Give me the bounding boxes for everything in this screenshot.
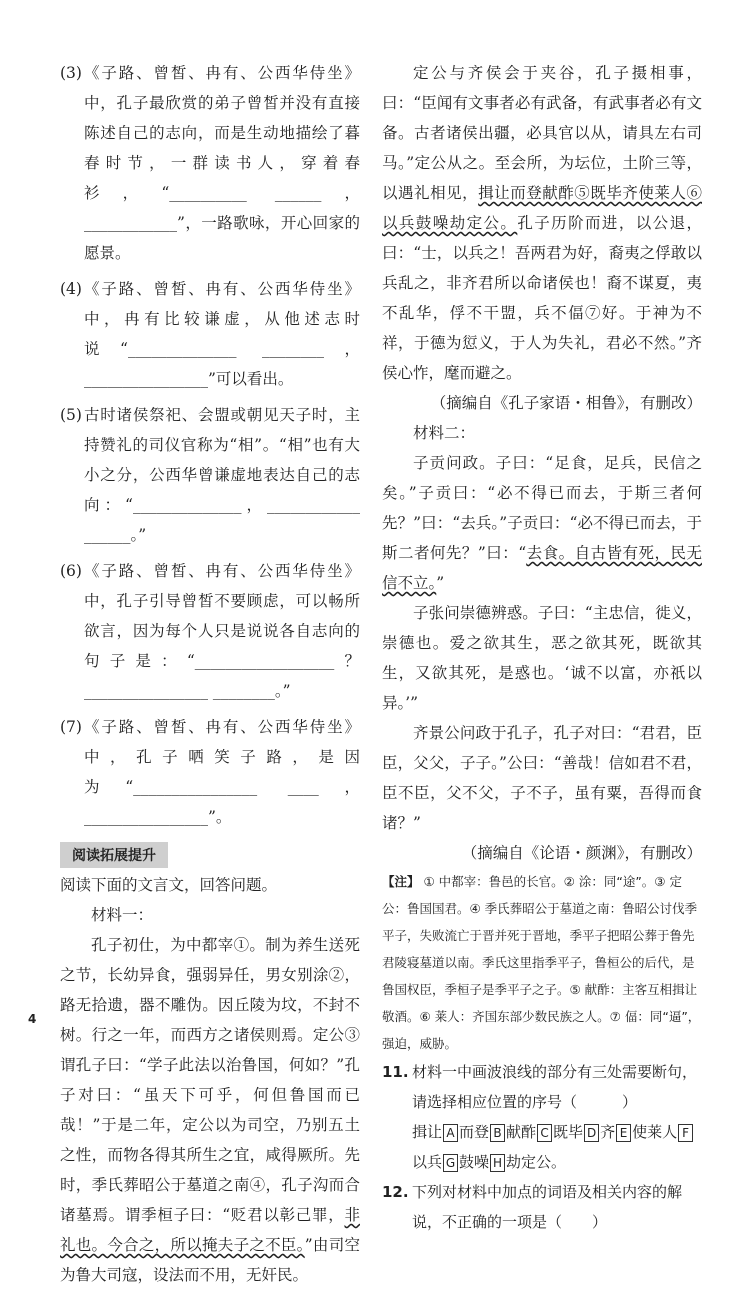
material-1-label: 材料一： (91, 906, 154, 924)
right-column (382, 58, 702, 1237)
break-option-text: 既毕 (553, 1123, 584, 1141)
question-number: (4) (60, 280, 82, 298)
citation-2: （摘编自《论语・颜渊》，有删改） (461, 844, 702, 862)
question-text: 《子路、曾皙、冉有、公西华侍坐》中，孔子哂笑子路，是因为“________________ ____，________________”。 (84, 718, 360, 826)
reading-intro: 阅读下面的文言文，回答问题。 (60, 876, 278, 894)
break-option-box: D (584, 1124, 599, 1142)
question-number: (3) (60, 64, 82, 82)
question-number: (6) (60, 562, 82, 580)
break-option-text: 使莱人 (632, 1123, 678, 1141)
material-2-paragraph-2: 子张问崇德辨惑。子曰：“主忠信，徙义，崇德也。爱之欲其生，恶之欲其死，既欲其生，又欲其死，是惑也。‘诚不以富，亦祇以异。’” (382, 604, 702, 712)
question-text: 《子路、曾皙、冉有、公西华侍坐》中，冉有比较谦虚，从他述志时说“______________ ________，________________”可以看出。 (84, 280, 360, 388)
break-position-options (412, 1123, 694, 1171)
question-5 (60, 400, 360, 550)
material-2-paragraph-3: 齐景公问政于孔子，孔子对曰：“君君，臣臣，父父，子子。”公曰：“善哉！信如君不君，臣不臣，父不父，子不子，虽有粟，吾得而食诸？” (382, 724, 702, 832)
break-option-text: 劫定公。 (506, 1153, 567, 1171)
wavy-underlined-text: 非礼也。今合之，所以掩夫子之不臣。 (60, 1206, 360, 1254)
question-11 (382, 1057, 702, 1177)
break-option-box: G (443, 1154, 458, 1172)
question-7 (60, 712, 360, 832)
material-2-paragraph-1 (382, 448, 702, 598)
break-option-text: 揖让 (412, 1123, 443, 1141)
question-12 (382, 1177, 702, 1237)
material-1-paragraph-2 (382, 58, 702, 388)
question-text: 《子路、曾皙、冉有、公西华侍坐》中，孔子最欣赏的弟子曾皙并没有直接陈述自己的志向，而是生动地描绘了暮春时节，一群读书人，穿着春衫，“__________ ______，____________”，一路歌咏，开心回家的愿景。 (84, 64, 360, 262)
paragraph-text: 子贡问政。子曰：“足食，足兵，民信之矣。”子贡曰：“必不得已而去，于斯三者何先？”曰：“去兵。”子贡曰：“必不得已而去，于斯二者何先？”曰：“ (382, 454, 702, 562)
break-option-box: C (537, 1124, 552, 1142)
section-title: 阅读拓展提升 (60, 842, 168, 868)
wavy-underlined-text: 去食。自古皆有死，民无信不立。 (382, 544, 702, 592)
question-6 (60, 556, 360, 706)
break-option-box: E (616, 1124, 631, 1142)
question-number: 11. (382, 1063, 409, 1081)
annotation-notes (382, 868, 702, 1057)
break-option-text: 以兵 (412, 1153, 443, 1171)
question-text: 下列对材料中加点的词语及相关内容的解说，不正确的一项是（ ） (412, 1183, 683, 1231)
left-column (60, 58, 360, 1290)
break-option-text: 鼓噪 (459, 1153, 490, 1171)
question-text: 古时诸侯祭祀、会盟或朝见天子时，主持赞礼的司仪官称为“相”。“相”也有大小之分，公西华曾谦虚地表达自己的志向：“______________，____________ ______。” (84, 406, 360, 544)
break-option-text: 献酢 (506, 1123, 537, 1141)
material-1-paragraph-1 (60, 930, 360, 1290)
question-3 (60, 58, 360, 268)
question-text: 《子路、曾皙、冉有、公西华侍坐》中，孔子引导曾皙不要顾虑，可以畅所欲言，因为每个人只是说说各自志向的句子是：“__________________？________________ ________。” (84, 562, 360, 700)
question-number: (5) (60, 406, 82, 424)
note-text: ① 中都宰：鲁邑的长官。② 涂：同“途”。③ 定公：鲁国国君。④ 季氏葬昭公于墓道之南：鲁昭公讨伐季平子，失败流亡于晋并死于晋地，季平子把昭公葬于鲁先君陵寝墓道以南。季氏这里指季平子，鲁桓公的后代，是鲁国权臣，季桓子是季平子之子。⑤ 献酢：主客互相揖让敬酒。⑥ 莱人：齐国东部少数民族之人。⑦ 偪：同“逼”，强迫，威胁。 (382, 874, 701, 1051)
break-option-text: 齐 (600, 1123, 616, 1141)
break-option-box: A (443, 1124, 458, 1142)
break-option-box: B (490, 1124, 505, 1142)
paragraph-text: 定公与齐侯会于夹谷，孔子摄相事，曰：“臣闻有文事者必有武备，有武事者必有文备。古者诸侯出疆，必具官以从，请具左右司马。”定公从之。至会所，为坛位，土阶三等，以遇礼相见， (382, 64, 702, 202)
page-number: 4 (28, 1012, 37, 1026)
paragraph-text: ”由司空为鲁大司寇，设法而不用，无奸民。 (60, 1236, 360, 1284)
paragraph-text: 孔子初仕，为中都宰①。制为养生送死之节，长幼异食，强弱异任，男女别涂②，路无拾遗，器不雕伪。因丘陵为坟，不封不树。行之一年，而西方之诸侯则焉。定公③谓孔子曰：“学子此法以治鲁国，何如？”孔子对曰：“虽天下可乎，何但鲁国而已哉！”于是二年，定公以为司空，乃别五土之性，而物各得其所生之宜，咸得厥所。先时，季氏葬昭公于墓道之南④，孔子沟而合诸墓焉。谓季桓子曰：“贬君以彰己罪， (60, 936, 360, 1224)
note-label: 【注】 (382, 874, 420, 889)
break-option-text: 而登 (459, 1123, 490, 1141)
citation-1: （摘编自《孔子家语・相鲁》，有删改） (430, 394, 702, 412)
question-number: 12. (382, 1183, 409, 1201)
paragraph-text: ” (436, 574, 445, 592)
question-text: 材料一中画波浪线的部分有三处需要断句，请选择相应位置的序号（ ） (412, 1063, 698, 1111)
break-option-box: F (678, 1124, 693, 1142)
wavy-underlined-text: 揖让而登献酢⑤既毕齐使莱人⑥以兵鼓噪劫定公。 (382, 184, 702, 232)
question-4 (60, 274, 360, 394)
paragraph-text: 孔子历阶而进，以公退，曰：“士，以兵之！吾两君为好，裔夷之俘敢以兵乱之，非齐君所以命诸侯也！裔不谋夏，夷不乱华，俘不干盟，兵不偪⑦好。于神为不祥，于德为愆义，于人为失礼，君必不然。”齐侯心怍，麾而避之。 (382, 214, 702, 382)
material-2-label: 材料二： (413, 424, 476, 442)
break-option-box: H (490, 1154, 505, 1172)
question-number: (7) (60, 718, 82, 736)
